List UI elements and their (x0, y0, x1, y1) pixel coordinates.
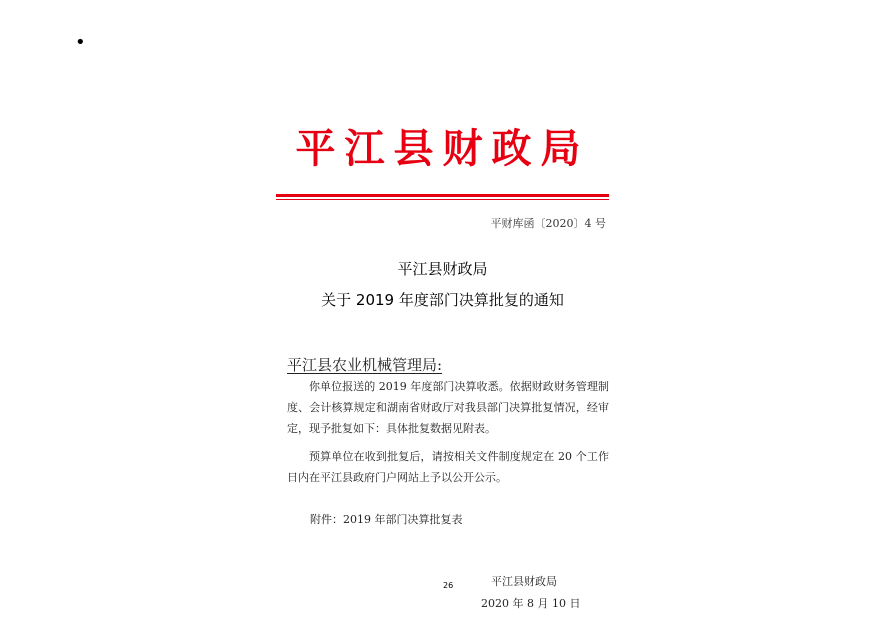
document-number: 平财库函〔2020〕4 号 (490, 217, 606, 230)
body-paragraph-1: 你单位报送的 2019 年度部门决算收悉。依据财政财务管理制度、会计核算规定和湖南省财政厅对我县部门决算批复情况，经审定，现予批复如下：具体批复数据见附表。 (287, 380, 609, 435)
notice-title-line2: 关于 2019 年度部门决算批复的通知 (321, 291, 564, 309)
letterhead-rule-thin (276, 199, 609, 200)
letterhead-rule-thick (276, 194, 609, 197)
notice-title-line1: 平江县财政局 (397, 260, 488, 278)
signature-date: 2020 年 8 月 10 日 (481, 597, 581, 610)
page-number: 26 (443, 581, 454, 590)
body-paragraph-2: 预算单位在收到批复后，请按相关文件制度规定在 20 个工作日内在平江县政府门户网站上予以公开公示。 (287, 450, 609, 484)
letterhead-title: 平江县财政局 (295, 125, 590, 172)
addressee: 平江县农业机械管理局: (287, 356, 443, 374)
signature-org: 平江县财政局 (491, 575, 557, 588)
bullet-mark: • (75, 32, 86, 53)
attachment-note: 附件：2019 年部门决算批复表 (310, 513, 463, 526)
